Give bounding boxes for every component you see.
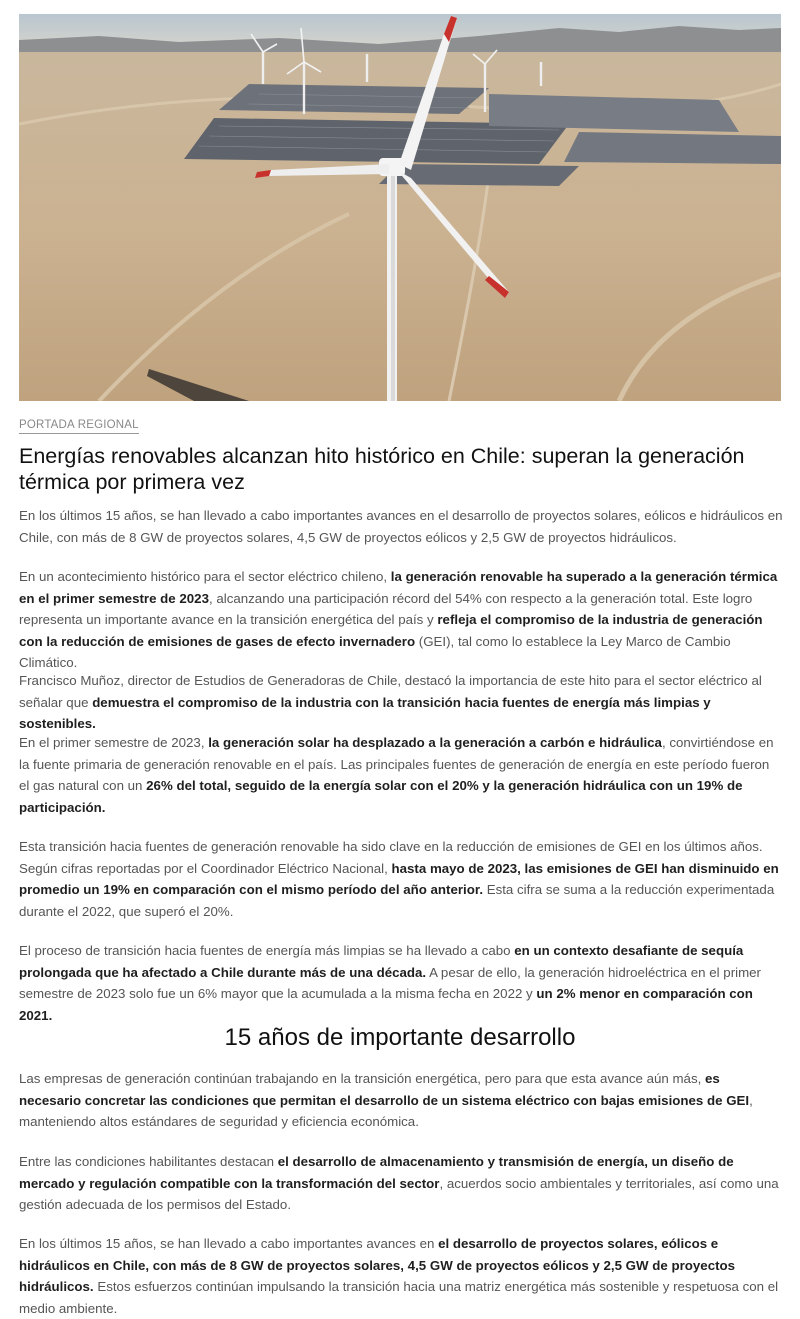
section-heading: 15 años de importante desarrollo (224, 1024, 576, 1051)
paragraph-text: Las empresas de generación continúan trabajando en la transición energética, pero para que esta avance aún más, (19, 1071, 705, 1086)
paragraph-text: En un acontecimiento histórico para el sector eléctrico chileno, (19, 569, 391, 584)
emphasis-text: hasta mayo de 2023, las emisiones de GEI han disminuido en promedio un 19% en comparación con el mismo período del año anterior. (19, 860, 779, 897)
article-paragraph (19, 670, 783, 735)
emphasis-text: la generación solar ha desplazado a la generación a carbón e hidráulica (208, 735, 662, 750)
emphasis-text: el desarrollo de proyectos solares, eólicos e hidráulicos en Chile, con más de 8 GW de proyectos solares, 4,5 GW de proyectos eólicos y 2,5 GW de proyectos hidráulicos. (19, 1236, 736, 1294)
emphasis-text: el desarrollo de almacenamiento y transmisión de energía, un diseño de mercado y regulación compatible con la transformación del sector (19, 1154, 734, 1191)
emphasis-text: es necesario concretar las condiciones que permitan el desarrollo de un sistema eléctrico con bajas emisiones de GEI (19, 1071, 750, 1108)
paragraph-text: Estos esfuerzos continúan impulsando la transición hacia una matriz energética más sostenible y respetuosa con el medio ambiente. (19, 1279, 779, 1316)
paragraph-text: En el primer semestre de 2023, (19, 735, 209, 750)
paragraph-text: Francisco Muñoz, director de Estudios de Generadoras de Chile, destacó la importancia de este hito para el sector eléctrico al señalar que (19, 673, 762, 710)
article-paragraph (19, 1068, 783, 1133)
wind-solar-farm-photo (19, 14, 781, 401)
paragraph-text: , convirtiéndose en la fuente primaria de generación renovable en el país. Las principales fuentes de generación de energía en este período fueron el gas natural con un (19, 735, 774, 793)
paragraph-text: Entre las condiciones habilitantes destacan (19, 1154, 278, 1169)
emphasis-text: un 2% menor en comparación con 2021. (19, 986, 753, 1023)
article-title: Energías renovables alcanzan hito histórico en Chile: superan la generación térmica por primera vez (19, 444, 745, 494)
paragraph-text: , acuerdos socio ambientales y territoriales, así como una gestión adecuada de los permisos del Estado. (19, 1175, 779, 1212)
paragraph-text: (GEI), tal como lo establece la Ley Marco de Cambio Climático. (19, 633, 731, 670)
emphasis-text: en un contexto desafiante de sequía prolongada que ha afectado a Chile durante más de una década. (19, 943, 744, 980)
article-paragraph (19, 1233, 783, 1319)
hero-image (19, 14, 781, 401)
article-paragraph (19, 732, 783, 818)
emphasis-text: la generación renovable ha superado a la generación térmica en el primer semestre de 2023 (19, 569, 778, 606)
paragraph-text: El proceso de transición hacia fuentes de energía más limpias se ha llevado a cabo (19, 943, 515, 958)
article-paragraph (19, 836, 783, 922)
article-paragraph (19, 505, 783, 548)
emphasis-text: refleja el compromiso de la industria de generación con la reducción de emisiones de gases de efecto invernadero (19, 612, 763, 649)
paragraph-text: Esta transición hacia fuentes de generación renovable ha sido clave en la reducción de emisiones de GEI en los últimos años. Según cifras reportadas por el Coordinador Eléctrico Nacional, (19, 839, 763, 876)
category-link[interactable]: PORTADA REGIONAL (19, 418, 139, 434)
paragraph-text: , manteniendo altos estándares de seguridad y eficiencia económica. (19, 1092, 753, 1129)
emphasis-text: 26% del total, seguido de la energía solar con el 20% y la generación hidráulica con un 19% de participación. (19, 778, 743, 815)
paragraph-text: En los últimos 15 años, se han llevado a cabo importantes avances en el desarrollo de proyectos solares, eólicos e hidráulicos en Chile, con más de 8 GW de proyectos solares, 4,5 GW de proyectos eólicos y 2,5 GW de proyectos hidráulicos. (19, 508, 783, 545)
emphasis-text: demuestra el compromiso de la industria con la transición hacia fuentes de energía más limpias y sostenibles. (19, 694, 711, 731)
paragraph-text: A pesar de ello, la generación hidroeléctrica en el primer semestre de 2023 solo fue un 6% mayor que la acumulada a la misma fecha en 2022 y (19, 964, 761, 1001)
paragraph-text: Esta cifra se suma a la reducción experimentada durante el 2022, que superó el 20%. (19, 882, 775, 919)
paragraph-text: , alcanzando una participación récord del 54% con respecto a la generación total. Este logro representa un importante avance en la transición energética del país y (19, 590, 753, 627)
article-paragraph (19, 566, 783, 674)
article-paragraph (19, 940, 783, 1026)
paragraph-text: En los últimos 15 años, se han llevado a cabo importantes avances en (19, 1236, 439, 1251)
article-paragraph (19, 1151, 783, 1216)
